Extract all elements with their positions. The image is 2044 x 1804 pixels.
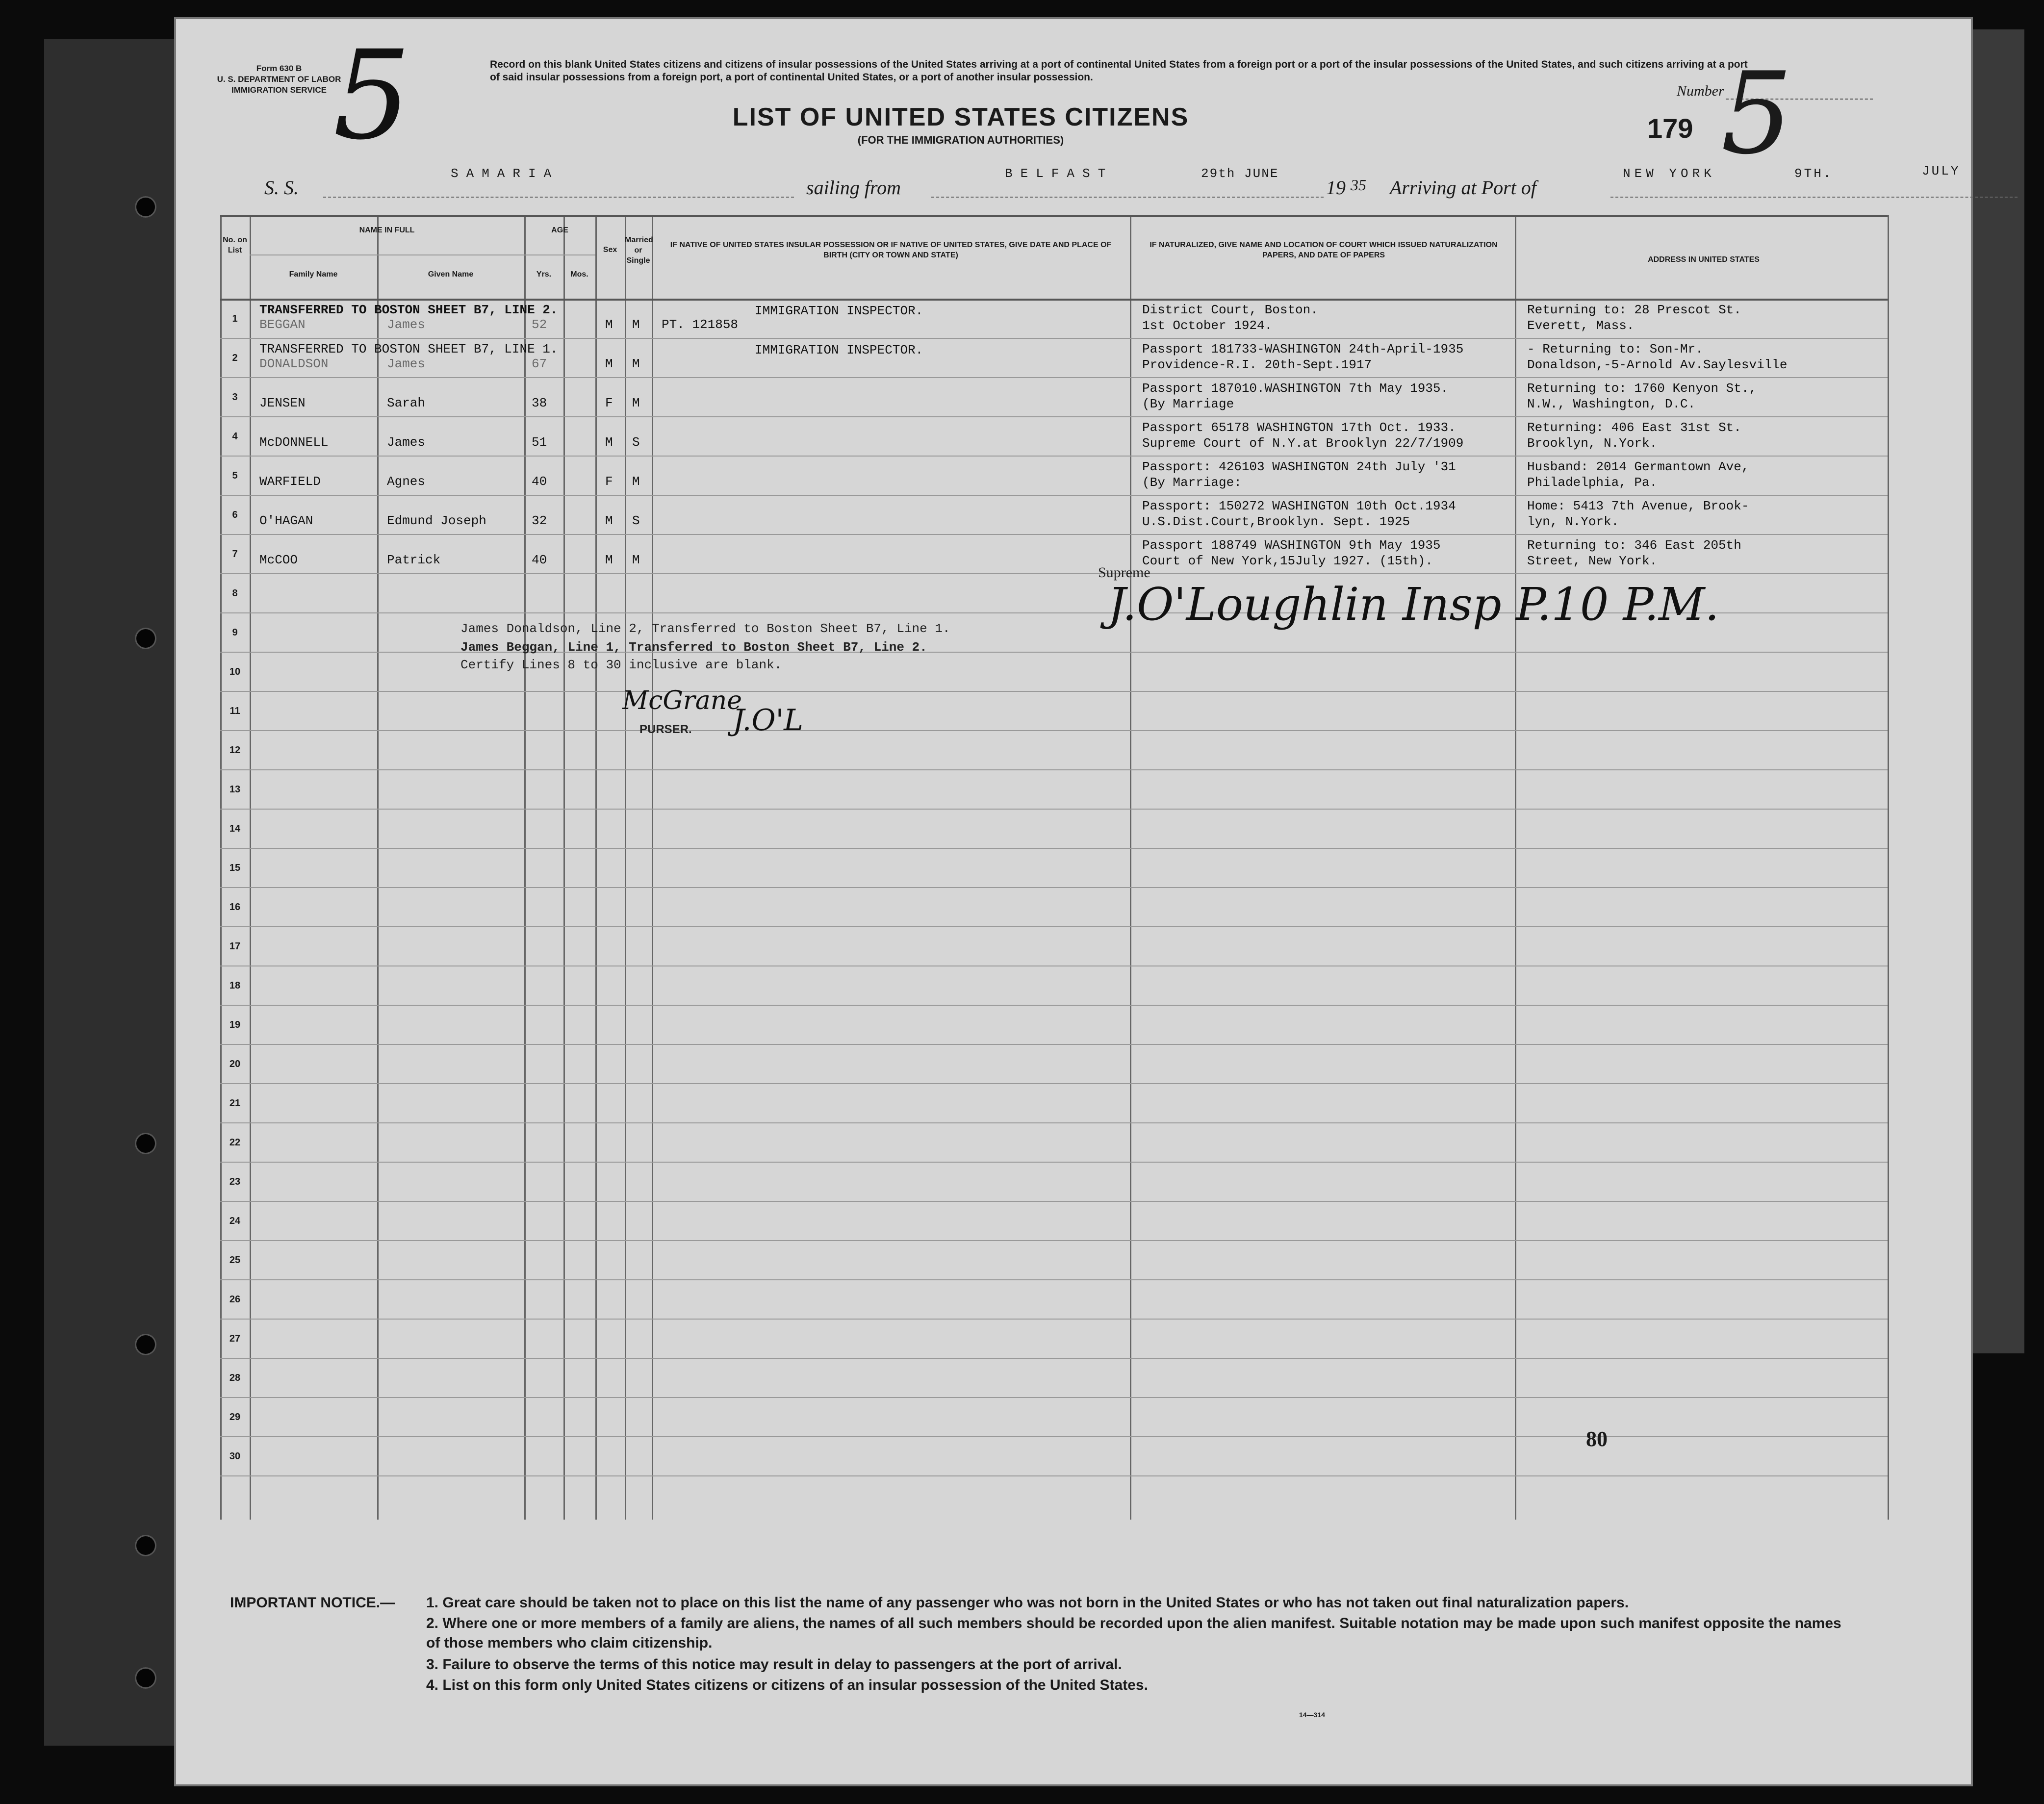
row-line xyxy=(220,456,1888,457)
cell-sex: M xyxy=(605,553,613,567)
inspector-initials: J.O'L xyxy=(733,703,803,737)
punch-hole xyxy=(135,1667,156,1689)
purser-label: PURSER. xyxy=(639,723,692,736)
col-head-mos: Mos. xyxy=(570,270,588,279)
row-number: 15 xyxy=(229,863,241,873)
port-from: BELFAST xyxy=(1005,166,1114,181)
cell-addr2: lyn, N.York. xyxy=(1527,514,1619,529)
punch-hole xyxy=(135,196,156,218)
col-head-family: Family Name xyxy=(289,270,338,279)
row-number: 1 xyxy=(232,313,238,324)
cell-nat2: U.S.Dist.Court,Brooklyn. Sept. 1925 xyxy=(1142,514,1410,529)
col-head-birth: IF NATIVE OF UNITED STATES INSULAR POSSESSION OR IF NATIVE OF UNITED STATES, GIVE DATE AND PLACE OF BIRTH (CITY OR TOWN AND STATE) xyxy=(670,241,1112,259)
table-right-border xyxy=(1888,215,1889,1520)
row-line xyxy=(220,1436,1888,1437)
row-line xyxy=(220,1201,1888,1202)
year-from-prefix: 19 xyxy=(1326,177,1346,199)
divider-mos xyxy=(595,215,597,1520)
cell-addr2: Donaldson,-5-Arnold Av.Saylesville xyxy=(1527,357,1788,372)
notice-item-3: 3. Failure to observe the terms of this notice may result in delay to passengers at the port of arrival. xyxy=(426,1656,1122,1673)
row-number: 2 xyxy=(232,353,238,363)
row-line xyxy=(220,534,1888,535)
cell-nat1: Passport 65178 WASHINGTON 17th Oct. 1933. xyxy=(1142,420,1456,435)
cell-sex: M xyxy=(605,513,613,528)
row-number: 5 xyxy=(232,470,238,481)
cell-addr1: Returning to: 1760 Kenyon St., xyxy=(1527,381,1757,396)
cell-ms: M xyxy=(632,356,640,371)
supreme-word: Supreme xyxy=(1098,564,1150,581)
cell-yrs: 52 xyxy=(532,317,547,332)
row-number: 25 xyxy=(229,1255,241,1266)
row-line xyxy=(220,1122,1888,1123)
row-number: 9 xyxy=(232,627,238,638)
row-number: 12 xyxy=(229,745,241,756)
transfer-note-beggan: James Beggan, Line 1, Transferred to Boston Sheet B7, Line 2. xyxy=(460,640,927,655)
cell-nat2: Supreme Court of N.Y.at Brooklyn 22/7/1909 xyxy=(1142,436,1464,451)
cell-ms: S xyxy=(632,435,640,450)
divider-given xyxy=(524,215,526,1520)
cell-addr1: Returning to: 346 East 205th xyxy=(1527,538,1741,553)
transfer-overlay: TRANSFERRED TO BOSTON SHEET B7, LINE 1. xyxy=(259,342,558,356)
col-head-no: No. on List xyxy=(223,236,247,254)
cell-sex: F xyxy=(605,396,613,410)
manifest-sheet xyxy=(174,17,1973,1786)
cell-ms: M xyxy=(632,317,640,332)
row-line xyxy=(220,1279,1888,1280)
date-to: 9TH. xyxy=(1794,166,1833,181)
inspector-signature: J.O'Loughlin Insp P.10 P.M. xyxy=(1108,578,1719,631)
row-number: 26 xyxy=(229,1294,241,1305)
cell-family: DONALDSON xyxy=(259,356,329,371)
row-line xyxy=(220,495,1888,496)
ship-line xyxy=(323,197,794,198)
cell-sex: M xyxy=(605,356,613,371)
cell-ms: S xyxy=(632,513,640,528)
col-head-name: NAME IN FULL xyxy=(359,226,415,234)
row-number: 10 xyxy=(229,666,241,677)
cell-family: McDONNELL xyxy=(259,435,329,450)
cell-given: Sarah xyxy=(387,396,426,410)
divider-no xyxy=(250,215,251,1520)
date-from: 29th JUNE xyxy=(1201,166,1279,181)
handwritten-sheet-number: 5 xyxy=(333,24,411,167)
cell-sex: M xyxy=(605,435,613,450)
list-number: 179 xyxy=(1647,113,1693,144)
name-age-subheader-line xyxy=(250,254,595,255)
row-line xyxy=(220,377,1888,378)
cell-nat2: Court of New York,15July 1927. (15th). xyxy=(1142,554,1433,568)
punch-hole xyxy=(135,1133,156,1154)
divider-ms xyxy=(652,215,653,1520)
cell-given: Patrick xyxy=(387,553,441,567)
cell-nat1: Passport 181733-WASHINGTON 24th-April-1935 xyxy=(1142,342,1464,356)
row-number: 20 xyxy=(229,1059,241,1069)
punch-hole xyxy=(135,1535,156,1556)
row-number: 4 xyxy=(232,431,238,442)
form-code: 14—314 xyxy=(1299,1711,1325,1719)
col-head-age: AGE xyxy=(551,226,568,234)
cell-given: Agnes xyxy=(387,474,426,489)
cell-birth: IMMIGRATION INSPECTOR. xyxy=(755,304,923,318)
cell-birth-code: PT. 121858 xyxy=(662,317,739,332)
col-head-married: Married or Single xyxy=(625,236,653,265)
port-to-line xyxy=(1610,197,2018,198)
row-line xyxy=(220,1162,1888,1163)
purser-signature: McGrane xyxy=(622,686,742,715)
cell-addr1: - Returning to: Son-Mr. xyxy=(1527,342,1703,356)
row-number: 11 xyxy=(230,706,240,716)
cell-addr2: Street, New York. xyxy=(1527,554,1658,568)
cell-yrs: 40 xyxy=(532,553,547,567)
row-line xyxy=(220,926,1888,927)
cell-addr2: Everett, Mass. xyxy=(1527,318,1635,333)
row-number: 7 xyxy=(232,549,238,559)
header-bottom-border xyxy=(220,299,1888,301)
cell-nat2: (By Marriage xyxy=(1142,397,1234,411)
notice-lead: IMPORTANT NOTICE.— xyxy=(230,1595,395,1611)
sailing-label: sailing from xyxy=(806,177,901,199)
page-title: LIST OF UNITED STATES CITIZENS xyxy=(732,103,1189,131)
divider-family xyxy=(377,215,379,1520)
row-number: 30 xyxy=(229,1451,241,1462)
row-line xyxy=(220,1397,1888,1398)
row-number: 13 xyxy=(229,784,241,795)
form-identifier: Form 630 B U. S. DEPARTMENT OF LABOR IMMIGRATION SERVICE xyxy=(217,64,341,95)
arriving-label: Arriving at Port of xyxy=(1390,177,1536,199)
cell-family: McCOO xyxy=(259,553,298,567)
cell-nat2: Providence-R.I. 20th-Sept.1917 xyxy=(1142,357,1372,372)
transfer-note-donaldson: James Donaldson, Line 2, Transferred to Boston Sheet B7, Line 1. xyxy=(460,621,950,636)
cell-nat1: District Court, Boston. xyxy=(1142,303,1318,317)
row-number: 29 xyxy=(229,1412,241,1423)
row-line xyxy=(220,1044,1888,1045)
row-number: 23 xyxy=(229,1176,241,1187)
row-line xyxy=(220,887,1888,888)
col-head-sex: Sex xyxy=(603,246,617,254)
cell-addr1: Returning to: 28 Prescot St. xyxy=(1527,303,1741,317)
cell-addr2: N.W., Washington, D.C. xyxy=(1527,397,1696,411)
row-line xyxy=(220,691,1888,692)
row-line xyxy=(220,1005,1888,1006)
port-to: NEW YORK xyxy=(1623,166,1715,181)
col-head-given: Given Name xyxy=(428,270,474,279)
cell-given: James xyxy=(387,317,426,332)
row-number: 14 xyxy=(229,823,241,834)
transfer-overlay: TRANSFERRED TO BOSTON SHEET B7, LINE 2. xyxy=(259,303,558,317)
cell-ms: M xyxy=(632,553,640,567)
row-number: 18 xyxy=(229,980,241,991)
row-line xyxy=(220,1358,1888,1359)
notice-item-1: 1. Great care should be taken not to place on this list the name of any passenger who was not born in the United States or who has not taken out final naturalization papers. xyxy=(426,1595,1629,1611)
cell-given: James xyxy=(387,356,426,371)
row-line xyxy=(220,730,1888,731)
divider-sex xyxy=(625,215,626,1520)
cell-family: WARFIELD xyxy=(259,474,321,489)
port-from-line xyxy=(931,197,1324,198)
cell-sex: M xyxy=(605,317,613,332)
month-to: JULY xyxy=(1922,164,1961,178)
row-number: 22 xyxy=(229,1137,241,1148)
cell-given: Edmund Joseph xyxy=(387,513,486,528)
row-number: 17 xyxy=(229,941,241,952)
row-line xyxy=(220,769,1888,770)
row-number: 6 xyxy=(232,509,238,520)
cell-nat1: Passport: 426103 WASHINGTON 24th July '31 xyxy=(1142,459,1456,474)
row-number: 21 xyxy=(229,1098,241,1109)
cell-yrs: 40 xyxy=(532,474,547,489)
table-top-border xyxy=(220,215,1888,217)
row-number: 28 xyxy=(229,1372,241,1383)
cell-addr2: Philadelphia, Pa. xyxy=(1527,475,1658,490)
notice-item-4: 4. List on this form only United States citizens or citizens of an insular possession of the United States. xyxy=(426,1677,1148,1693)
page-count: 80 xyxy=(1586,1427,1608,1451)
row-number: 27 xyxy=(229,1333,241,1344)
cell-addr1: Husband: 2014 Germantown Ave, xyxy=(1527,459,1749,474)
row-line xyxy=(220,809,1888,810)
row-number: 24 xyxy=(229,1216,241,1226)
col-head-yrs: Yrs. xyxy=(536,270,552,279)
punch-hole xyxy=(135,1334,156,1355)
cell-addr1: Home: 5413 7th Avenue, Brook- xyxy=(1527,499,1749,513)
notice-item-2: 2. Where one or more members of a family are aliens, the names of all such members should be recorded upon the alien manifest. Suitable notation may be made upon such manifest opposite the names of those members who claim citizenship. xyxy=(426,1615,1841,1651)
cell-family: JENSEN xyxy=(259,396,306,410)
cell-addr2: Brooklyn, N.York. xyxy=(1527,436,1658,451)
row-line xyxy=(220,338,1888,339)
col-head-naturalization: IF NATURALIZED, GIVE NAME AND LOCATION OF COURT WHICH ISSUED NATURALIZATION PAPERS, AND DATE OF PAPERS xyxy=(1150,241,1498,259)
divider-birth xyxy=(1130,215,1131,1520)
manifest-table xyxy=(220,215,1888,1520)
cell-nat2: (By Marriage: xyxy=(1142,475,1242,490)
row-line xyxy=(220,848,1888,849)
row-number: 8 xyxy=(232,588,238,599)
cell-yrs: 67 xyxy=(532,356,547,371)
cell-addr1: Returning: 406 East 31st St. xyxy=(1527,420,1741,435)
row-line xyxy=(220,416,1888,417)
row-line xyxy=(220,1083,1888,1084)
divider-yrs xyxy=(563,215,565,1520)
cell-yrs: 32 xyxy=(532,513,547,528)
certify-blank-note: Certify Lines 8 to 30 inclusive are blank. xyxy=(460,658,782,672)
cell-sex: F xyxy=(605,474,613,489)
handwritten-list-number: 5 xyxy=(1721,49,1793,179)
cell-yrs: 51 xyxy=(532,435,547,450)
cell-family: O'HAGAN xyxy=(259,513,313,528)
ss-label: S. S. xyxy=(264,177,299,199)
cell-yrs: 38 xyxy=(532,396,547,410)
col-head-address: ADDRESS IN UNITED STATES xyxy=(1648,255,1760,264)
cell-ms: M xyxy=(632,396,640,410)
cell-nat1: Passport 188749 WASHINGTON 9th May 1935 xyxy=(1142,538,1441,553)
punch-hole xyxy=(135,628,156,649)
row-line xyxy=(220,1319,1888,1320)
cell-nat1: Passport: 150272 WASHINGTON 10th Oct.1934 xyxy=(1142,499,1456,513)
page-subtitle: (FOR THE IMMIGRATION AUTHORITIES) xyxy=(857,134,1064,146)
number-label: Number xyxy=(1677,83,1724,99)
row-line xyxy=(220,1240,1888,1241)
record-instructions: Record on this blank United States citizens and citizens of insular possessions of the United States arriving at a port of continental United States from a foreign port or a port of the insular possessions of the United States, and such citizens arriving at a port of said insular possessions from a foreign port, a port of continental United States, or a port of another insular possession. xyxy=(490,59,1748,83)
row-line xyxy=(220,573,1888,574)
row-number: 3 xyxy=(232,392,238,403)
cell-nat2: 1st October 1924. xyxy=(1142,318,1273,333)
cell-family: BEGGAN xyxy=(259,317,306,332)
ship-name: SAMARIA xyxy=(451,166,560,181)
row-line xyxy=(220,1475,1888,1476)
cell-ms: M xyxy=(632,474,640,489)
cell-given: James xyxy=(387,435,426,450)
cell-birth: IMMIGRATION INSPECTOR. xyxy=(755,343,923,357)
year-from: 35 xyxy=(1351,176,1366,194)
row-number: 19 xyxy=(229,1019,241,1030)
divider-nat xyxy=(1515,215,1516,1520)
cell-nat1: Passport 187010.WASHINGTON 7th May 1935. xyxy=(1142,381,1449,396)
row-number: 16 xyxy=(229,902,241,913)
